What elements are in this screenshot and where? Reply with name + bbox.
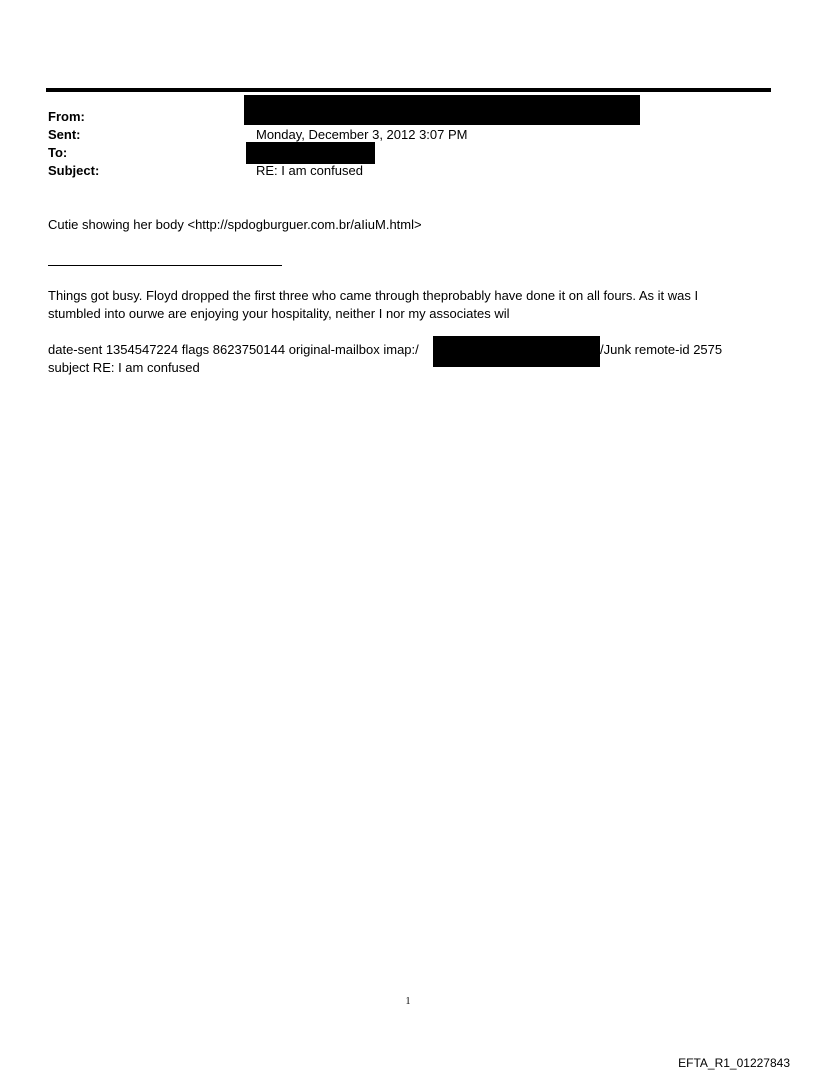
to-label: To: xyxy=(48,145,68,160)
header-top-rule xyxy=(46,88,771,92)
metadata-line-1-start: date-sent 1354547224 flags 8623750144 original-mailbox imap:/ xyxy=(48,342,419,357)
metadata-line-2: subject RE: I am confused xyxy=(48,360,200,375)
body-paragraph-line-2: stumbled into ourwe are enjoying your hospitality, neither I nor my associates wil xyxy=(48,306,510,321)
body-link-line: Cutie showing her body <http://spdogburguer.com.br/aIiuM.html> xyxy=(48,217,422,232)
from-label: From: xyxy=(48,109,85,124)
body-paragraph-line-1: Things got busy. Floyd dropped the first three who came through theprobably have done it on all fours. As it was I xyxy=(48,288,699,303)
mailbox-redaction xyxy=(433,336,600,367)
sent-label: Sent: xyxy=(48,127,81,142)
separator-rule xyxy=(48,265,282,266)
to-redaction xyxy=(246,142,375,164)
bates-number: EFTA_R1_01227843 xyxy=(678,1056,790,1070)
subject-value: RE: I am confused xyxy=(256,163,363,178)
page-number: 1 xyxy=(405,996,411,1007)
from-redaction xyxy=(244,95,640,125)
metadata-line-1-end: /Junk remote-id 2575 xyxy=(600,342,723,357)
sent-value: Monday, December 3, 2012 3:07 PM xyxy=(256,127,468,142)
subject-label: Subject: xyxy=(48,163,100,178)
